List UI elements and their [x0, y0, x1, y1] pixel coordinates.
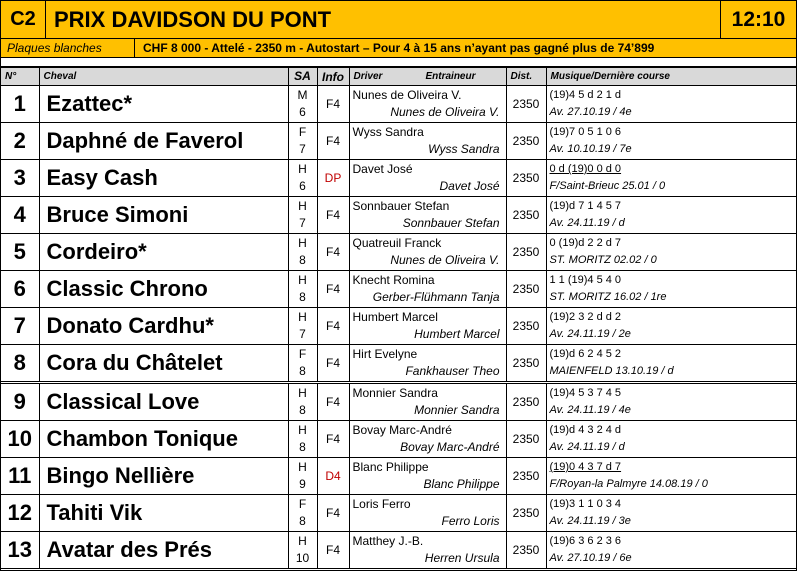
runner-last-race: Av. 24.11.19 / 4e — [549, 404, 631, 416]
runner-driver: Sonnbauer Stefan — [352, 199, 450, 213]
runner-sex: H — [298, 199, 307, 213]
runner-number: 4 — [1, 197, 39, 234]
runner-music — [546, 308, 796, 345]
runner-number: 9 — [1, 383, 39, 421]
runner-age: 7 — [299, 327, 306, 341]
runner-age: 6 — [299, 179, 306, 193]
runner-driver: Monnier Sandra — [352, 386, 438, 400]
runner-music — [546, 271, 796, 308]
runner-form: (19)6 3 6 2 3 6 — [549, 535, 622, 547]
runners-table — [1, 67, 796, 569]
runner-last-race: ST. MORITZ 16.02 / 1re — [549, 291, 667, 303]
runner-row — [1, 308, 796, 345]
runner-driver: Nunes de Oliveira V. — [352, 88, 462, 102]
runner-music — [546, 160, 796, 197]
runner-row — [1, 421, 796, 458]
runner-distance: 2350 — [506, 383, 546, 421]
runner-driver-trainer — [349, 532, 506, 569]
runner-sex-age — [288, 495, 317, 532]
runner-sex: F — [298, 347, 307, 361]
runner-driver-trainer — [349, 86, 506, 123]
runner-horse: Bingo Nellière — [39, 458, 288, 495]
col-sa: SA — [288, 68, 317, 86]
runner-driver: Blanc Philippe — [352, 460, 429, 474]
plates-label: Plaques blanches — [1, 39, 135, 57]
runner-sex-age — [288, 532, 317, 569]
runner-last-race: Av. 24.11.19 / d — [549, 217, 625, 229]
runner-music — [546, 495, 796, 532]
runner-age: 6 — [299, 105, 306, 119]
runner-driver-trainer — [349, 458, 506, 495]
runner-form: 1 1 (19)4 5 4 0 — [549, 274, 622, 286]
runner-info: F4 — [317, 532, 349, 569]
runner-form: 0 d (19)0 0 d 0 — [549, 163, 622, 175]
runner-distance: 2350 — [506, 421, 546, 458]
runner-sex-age — [288, 197, 317, 234]
runner-music — [546, 458, 796, 495]
runner-horse: Cora du Châtelet — [39, 345, 288, 383]
runner-age: 8 — [299, 403, 306, 417]
runner-sex: H — [298, 460, 307, 474]
runner-number: 8 — [1, 345, 39, 383]
runner-driver-trainer — [349, 345, 506, 383]
runner-number: 3 — [1, 160, 39, 197]
runner-age: 8 — [299, 364, 306, 378]
runner-form: (19)2 3 2 d d 2 — [549, 311, 622, 323]
runner-horse: Tahiti Vik — [39, 495, 288, 532]
runner-distance: 2350 — [506, 86, 546, 123]
runner-horse: Avatar des Prés — [39, 532, 288, 569]
runner-sex-age — [288, 86, 317, 123]
runner-age: 8 — [299, 290, 306, 304]
runner-sex: H — [298, 310, 307, 324]
runner-info: D4 — [317, 458, 349, 495]
runner-trainer: Nunes de Oliveira V. — [390, 105, 500, 119]
runner-music — [546, 197, 796, 234]
runner-info: F4 — [317, 421, 349, 458]
runner-last-race: Av. 24.11.19 / 3e — [549, 515, 631, 527]
runner-trainer: Sonnbauer Stefan — [402, 216, 500, 230]
runner-music — [546, 234, 796, 271]
runner-age: 8 — [299, 514, 306, 528]
runner-horse: Ezattec* — [39, 86, 288, 123]
runner-last-race: Av. 10.10.19 / 7e — [549, 143, 632, 155]
runner-sex-age — [288, 160, 317, 197]
runner-music — [546, 421, 796, 458]
runner-info: F4 — [317, 495, 349, 532]
runner-music — [546, 532, 796, 569]
runners-body — [1, 86, 796, 569]
runner-trainer: Bovay Marc-André — [400, 440, 500, 454]
runner-row — [1, 458, 796, 495]
runner-info: F4 — [317, 345, 349, 383]
runner-horse: Daphné de Faverol — [39, 123, 288, 160]
runner-trainer: Davet José — [439, 179, 500, 193]
runner-trainer: Fankhauser Theo — [405, 364, 500, 378]
runner-form: (19)3 1 1 0 3 4 — [549, 498, 622, 510]
runner-last-race: Av. 27.10.19 / 4e — [549, 106, 632, 118]
runner-form: (19)d 7 1 4 5 7 — [549, 200, 622, 212]
runner-distance: 2350 — [506, 197, 546, 234]
runner-number: 13 — [1, 532, 39, 569]
runner-music — [546, 86, 796, 123]
race-header — [1, 1, 796, 39]
runner-music — [546, 345, 796, 383]
runner-driver-trainer — [349, 308, 506, 345]
runner-age: 7 — [299, 216, 306, 230]
col-num: N° — [1, 68, 39, 86]
runner-row — [1, 532, 796, 569]
runner-form: (19)d 6 2 4 5 2 — [549, 348, 622, 360]
runner-horse: Classic Chrono — [39, 271, 288, 308]
runner-trainer: Blanc Philippe — [423, 477, 500, 491]
runner-trainer: Nunes de Oliveira V. — [390, 253, 500, 267]
runner-info: F4 — [317, 197, 349, 234]
runner-number: 11 — [1, 458, 39, 495]
runner-driver: Davet José — [352, 162, 413, 176]
col-music: Musique/Dernière course — [546, 68, 796, 86]
col-driver: Driver — [353, 71, 383, 82]
runner-horse: Bruce Simoni — [39, 197, 288, 234]
runner-row — [1, 197, 796, 234]
runner-driver: Knecht Romina — [352, 273, 435, 287]
runner-form: (19)0 4 3 7 d 7 — [549, 461, 622, 473]
race-subheader — [1, 39, 796, 58]
runner-age: 9 — [299, 477, 306, 491]
runner-horse: Easy Cash — [39, 160, 288, 197]
runner-sex: F — [298, 497, 307, 511]
runner-distance: 2350 — [506, 308, 546, 345]
runner-music — [546, 383, 796, 421]
runner-number: 2 — [1, 123, 39, 160]
runner-sex-age — [288, 234, 317, 271]
runner-number: 5 — [1, 234, 39, 271]
runner-driver: Humbert Marcel — [352, 310, 438, 324]
race-time: 12:10 — [731, 7, 786, 31]
runner-row — [1, 271, 796, 308]
runner-distance: 2350 — [506, 160, 546, 197]
race-title: PRIX DAVIDSON DU PONT — [46, 1, 721, 38]
runner-form: (19)4 5 d 2 1 d — [549, 89, 622, 101]
runner-driver: Hirt Evelyne — [352, 347, 418, 361]
runner-distance: 2350 — [506, 234, 546, 271]
runner-distance: 2350 — [506, 532, 546, 569]
col-horse: Cheval — [39, 68, 288, 86]
runner-age: 7 — [299, 142, 306, 156]
runner-driver: Bovay Marc-André — [352, 423, 452, 437]
runner-row — [1, 160, 796, 197]
runner-driver-trainer — [349, 383, 506, 421]
runner-number: 12 — [1, 495, 39, 532]
runner-sex-age — [288, 123, 317, 160]
race-conditions: CHF 8 000 - Attelé - 2350 m - Autostart – Pour 4 à 15 ans n’ayant pas gagné plus de 74’899 — [143, 41, 655, 55]
runner-last-race: Av. 24.11.19 / 2e — [549, 328, 631, 340]
col-info: Info — [317, 68, 349, 86]
runner-distance: 2350 — [506, 271, 546, 308]
runner-sex: H — [298, 273, 307, 287]
runner-trainer: Gerber-Flühmann Tanja — [372, 290, 500, 304]
runner-driver: Wyss Sandra — [352, 125, 424, 139]
runner-last-race: F/Saint-Brieuc 25.01 / 0 — [549, 180, 666, 192]
col-driver-trainer — [349, 68, 506, 86]
runner-number: 7 — [1, 308, 39, 345]
runner-last-race: Av. 27.10.19 / 6e — [549, 552, 632, 564]
runner-age: 8 — [299, 253, 306, 267]
runner-driver-trainer — [349, 421, 506, 458]
runner-driver: Loris Ferro — [352, 497, 411, 511]
runner-row — [1, 86, 796, 123]
runner-driver-trainer — [349, 197, 506, 234]
col-dist: Dist. — [506, 68, 546, 86]
runner-form: (19)d 4 3 2 4 d — [549, 424, 622, 436]
runner-form: (19)4 5 3 7 4 5 — [549, 387, 622, 399]
runner-last-race: F/Royan-la Palmyre 14.08.19 / 0 — [549, 478, 708, 490]
runner-info: F4 — [317, 123, 349, 160]
spacer — [1, 58, 796, 67]
runner-sex: F — [298, 125, 307, 139]
runner-driver-trainer — [349, 495, 506, 532]
runner-last-race: ST. MORITZ 02.02 / 0 — [549, 254, 657, 266]
race-code: C2 — [1, 1, 46, 38]
runner-distance: 2350 — [506, 345, 546, 383]
runner-trainer: Humbert Marcel — [414, 327, 500, 341]
runner-distance: 2350 — [506, 458, 546, 495]
runner-horse: Cordeiro* — [39, 234, 288, 271]
runner-driver-trainer — [349, 123, 506, 160]
runner-horse: Donato Cardhu* — [39, 308, 288, 345]
runner-sex: H — [298, 534, 307, 548]
runner-sex-age — [288, 421, 317, 458]
runner-sex-age — [288, 308, 317, 345]
runner-age: 10 — [295, 551, 310, 565]
runner-number: 6 — [1, 271, 39, 308]
runner-sex-age — [288, 383, 317, 421]
runner-driver: Quatreuil Franck — [352, 236, 442, 250]
runner-driver: Matthey J.-B. — [352, 534, 424, 548]
runner-music — [546, 123, 796, 160]
runner-info: F4 — [317, 308, 349, 345]
runner-horse: Classical Love — [39, 383, 288, 421]
runner-number: 1 — [1, 86, 39, 123]
runner-info: F4 — [317, 234, 349, 271]
runner-row — [1, 383, 796, 421]
runner-driver-trainer — [349, 271, 506, 308]
runner-distance: 2350 — [506, 123, 546, 160]
runner-form: (19)7 0 5 1 0 6 — [549, 126, 622, 138]
runner-trainer: Ferro Loris — [441, 514, 500, 528]
table-header-row — [1, 68, 796, 86]
runner-row — [1, 123, 796, 160]
col-trainer: Entraineur — [425, 71, 476, 82]
runner-sex-age — [288, 271, 317, 308]
runner-row — [1, 495, 796, 532]
runner-row — [1, 234, 796, 271]
runner-driver-trainer — [349, 160, 506, 197]
runner-info: DP — [317, 160, 349, 197]
runner-age: 8 — [299, 440, 306, 454]
runner-sex-age — [288, 345, 317, 383]
runner-distance: 2350 — [506, 495, 546, 532]
runner-sex-age — [288, 458, 317, 495]
runner-trainer: Herren Ursula — [424, 551, 500, 565]
runner-sex: H — [298, 162, 307, 176]
runner-trainer: Wyss Sandra — [428, 142, 500, 156]
runner-sex: H — [298, 386, 307, 400]
runner-number: 10 — [1, 421, 39, 458]
runner-row — [1, 345, 796, 383]
runner-driver-trainer — [349, 234, 506, 271]
runner-form: 0 (19)d 2 2 d 7 — [549, 237, 622, 249]
runner-info: F4 — [317, 86, 349, 123]
runner-sex: H — [298, 236, 307, 250]
runner-trainer: Monnier Sandra — [414, 403, 500, 417]
runner-sex: H — [298, 423, 307, 437]
runner-last-race: MAIENFELD 13.10.19 / d — [549, 365, 674, 377]
runner-last-race: Av. 24.11.19 / d — [549, 441, 625, 453]
runner-horse: Chambon Tonique — [39, 421, 288, 458]
runner-sex: M — [297, 88, 308, 102]
runner-info: F4 — [317, 383, 349, 421]
runner-info: F4 — [317, 271, 349, 308]
